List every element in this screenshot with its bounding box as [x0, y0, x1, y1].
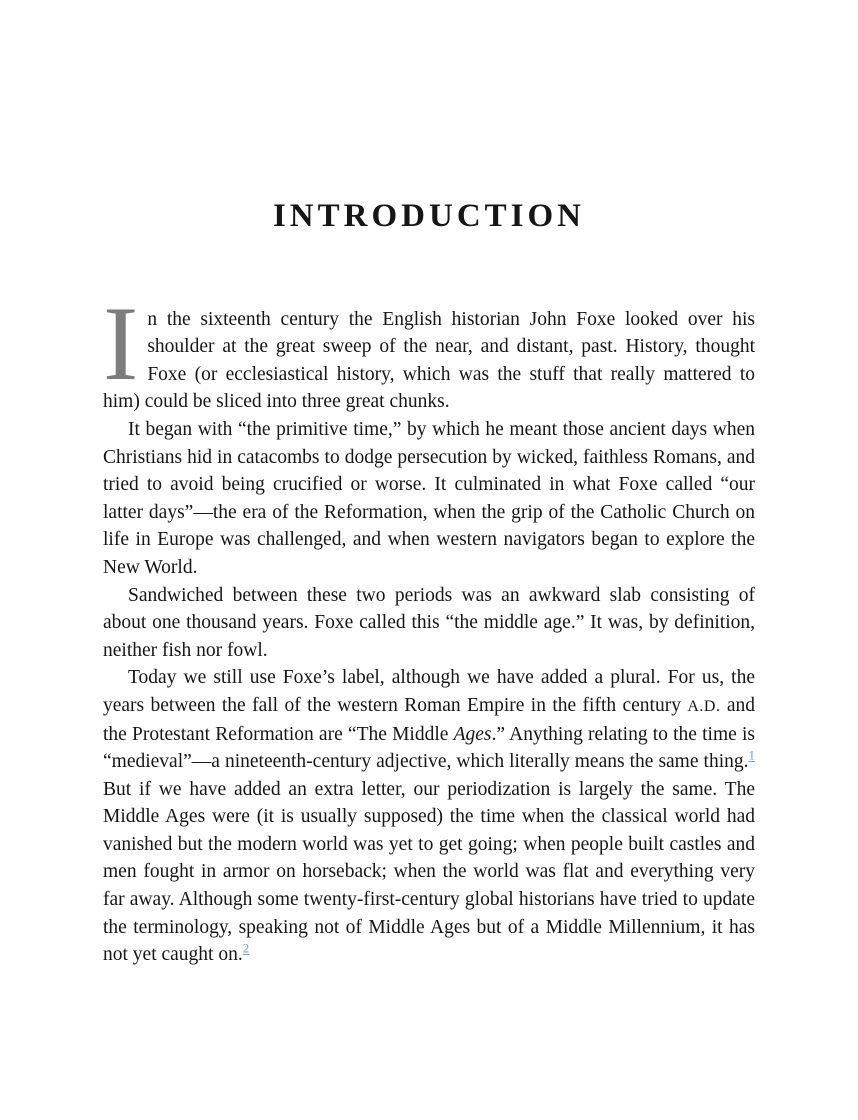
- footnote-link-2[interactable]: 2: [242, 940, 250, 956]
- footnote-link-1[interactable]: 1: [748, 747, 755, 763]
- text-segment: Today we still use Foxe’s label, although we have added a plural. For us, the years between the fall of the western Roman Empire in the fifth century: [103, 667, 755, 716]
- text-segment: .” Anything relating to the time is “medieval”—a nineteenth-century adjective, which literally means the same thing.: [103, 723, 755, 773]
- text-segment: But if we have added an extra letter, our periodization is largely the same. The Middle Ages were (it is usually supposed) the time when the classical world had vanished but the modern world was yet to get going; when people built castles and men fought in armor on horseback; when the world was flat and everything very far away. Although some twenty-first-century global historians have tried to update the terminology, speaking not of Middle Ages but of a Middle Millennium, it has not yet caught on.: [103, 778, 755, 966]
- paragraph: [103, 416, 755, 582]
- text-segment: Sandwiched between these two periods was an awkward slab consisting of about one thousand years. Foxe called this “the middle age.” It was, by definition, neither fish nor fowl.: [103, 584, 755, 661]
- paragraph: [103, 284, 755, 416]
- italic-text-segment: Ages: [453, 723, 492, 745]
- text-segment: It began with “the primitive time,” by which he meant those ancient days when Christians hid in catacombs to dodge persecution by wicked, faithless Romans, and tried to avoid being crucified or worse. It culminated in what Foxe called “our latter days”—the era of the Reformation, when the grip of the Catholic Church on life in Europe was challenged, and when western navigators began to explore the New World.: [103, 418, 755, 578]
- text-segment: n the sixteenth century the English historian John Foxe looked over his shoulder at the great sweep of the near, and distant, past. History, thought Foxe (or ecclesiastical history, which was the stuff that really mattered to him) could be sliced into three great chunks.: [103, 308, 755, 413]
- footnote-superscript: [243, 941, 250, 956]
- paragraph: [103, 582, 755, 665]
- text-segment: and the Protestant Reformation are “The Middle: [103, 694, 756, 745]
- drop-cap: I: [103, 284, 139, 402]
- paragraph: [103, 664, 755, 969]
- chapter-body: [103, 284, 756, 969]
- footnote-superscript: [749, 748, 756, 763]
- chapter-title: INTRODUCTION: [272, 198, 586, 234]
- smallcaps-text-segment: A.D.: [687, 697, 721, 715]
